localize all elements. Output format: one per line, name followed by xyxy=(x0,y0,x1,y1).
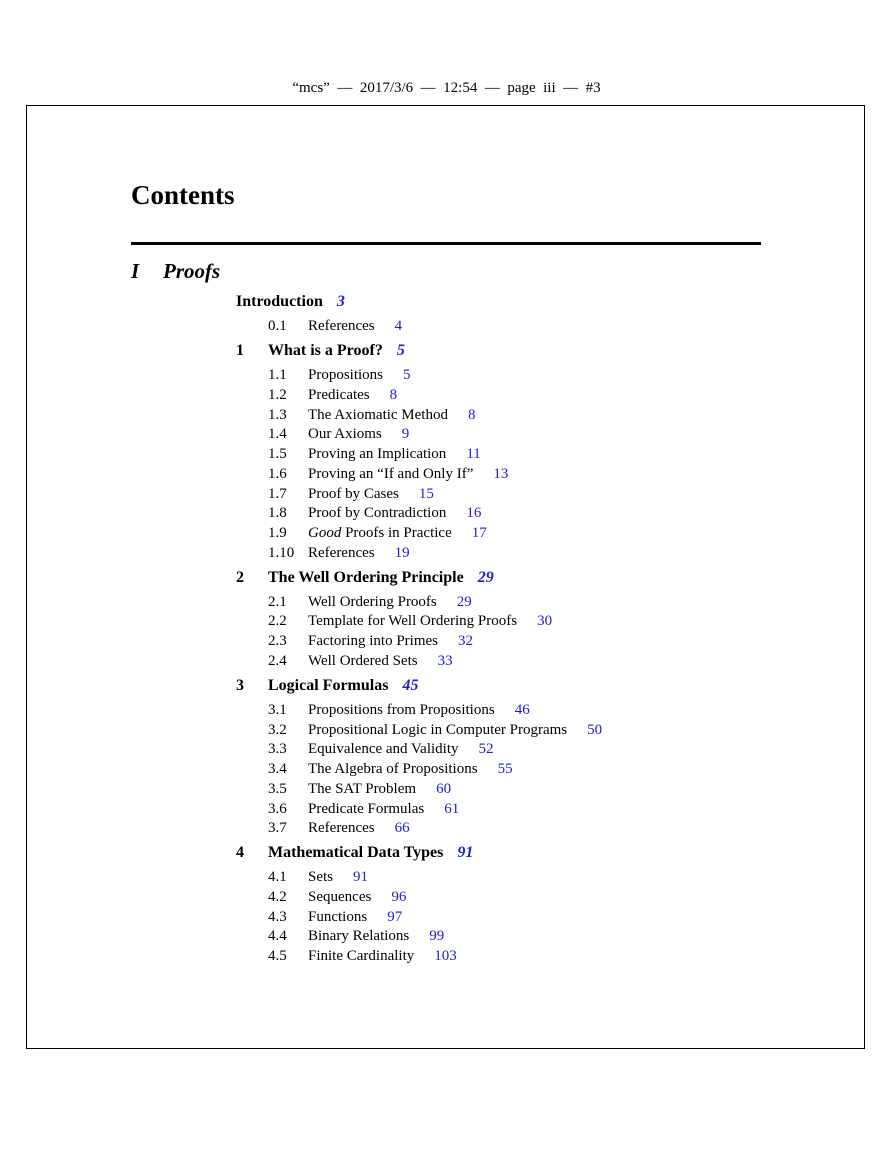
section-number: 1.2 xyxy=(268,387,287,403)
section-number: 2.3 xyxy=(268,633,287,649)
chapter-title: What is a Proof? xyxy=(268,342,383,359)
section-page-link[interactable]: 99 xyxy=(429,928,445,944)
section-number: 4.5 xyxy=(268,948,287,964)
title-rule xyxy=(131,242,761,245)
section-title: Our Axioms xyxy=(308,426,382,442)
section-title: Proving an “If and Only If” xyxy=(308,466,474,482)
part-number: I xyxy=(131,259,140,283)
section-title: Proof by Cases xyxy=(308,486,399,502)
section-page-link[interactable]: 96 xyxy=(391,889,407,905)
section-title: Proof by Contradiction xyxy=(308,505,447,521)
section-number: 1.3 xyxy=(268,407,287,423)
section-number: 1.8 xyxy=(268,505,287,521)
section-number: 4.3 xyxy=(268,909,287,925)
part-title: Proofs xyxy=(163,259,221,283)
section-title: The Axiomatic Method xyxy=(308,407,448,423)
section-number: 3.5 xyxy=(268,781,287,797)
section-title: Binary Relations xyxy=(308,928,410,944)
section-number: 1.9 xyxy=(268,525,287,541)
section-page-link[interactable]: 13 xyxy=(493,466,509,482)
section-page-link[interactable]: 29 xyxy=(456,594,472,610)
section-title: Proving an Implication xyxy=(308,446,447,462)
chapter-number: 2 xyxy=(236,569,244,586)
section-page-link[interactable]: 91 xyxy=(353,869,369,885)
section-number: 3.7 xyxy=(268,820,287,836)
section-title: Predicate Formulas xyxy=(308,801,425,817)
section-title: Template for Well Ordering Proofs xyxy=(308,613,518,629)
chapter-title: Introduction xyxy=(236,293,323,310)
running-header: “mcs” — 2017/3/6 — 12:54 — page iii — #3 xyxy=(292,80,601,96)
section-number: 1.6 xyxy=(268,466,287,482)
section-title: References xyxy=(308,545,375,561)
section-title: Sets xyxy=(308,869,334,885)
section-page-link[interactable]: 4 xyxy=(394,318,403,334)
section-page-link[interactable]: 11 xyxy=(466,446,481,462)
section-number: 3.4 xyxy=(268,761,287,777)
section-number: 2.4 xyxy=(268,653,287,669)
section-title: Equivalence and Validity xyxy=(308,741,459,757)
chapter-page-link[interactable]: 5 xyxy=(396,342,405,359)
section-title: Proofs in Practice xyxy=(341,525,452,541)
section-title: Propositions from Propositions xyxy=(308,702,495,718)
section-page-link[interactable]: 33 xyxy=(437,653,453,669)
page-title: Contents xyxy=(131,180,235,210)
chapter-title: The Well Ordering Principle xyxy=(268,569,464,586)
section-title: References xyxy=(308,318,375,334)
chapter-title: Logical Formulas xyxy=(268,677,389,694)
section-title-emphasis: Good xyxy=(308,525,342,541)
section-page-link[interactable]: 8 xyxy=(467,407,476,423)
section-page-link[interactable]: 60 xyxy=(436,781,452,797)
section-page-link[interactable]: 30 xyxy=(537,613,553,629)
section-number: 4.4 xyxy=(268,928,287,944)
chapter-page-link[interactable]: 29 xyxy=(477,569,494,586)
section-title: The Algebra of Propositions xyxy=(308,761,478,777)
section-number: 3.2 xyxy=(268,722,287,738)
section-page-link[interactable]: 19 xyxy=(394,545,410,561)
section-page-link[interactable]: 8 xyxy=(389,387,398,403)
chapter-page-link[interactable]: 45 xyxy=(402,677,419,694)
section-page-link[interactable]: 61 xyxy=(444,801,460,817)
chapter-number: 1 xyxy=(236,342,244,359)
section-number: 3.6 xyxy=(268,801,287,817)
section-page-link[interactable]: 5 xyxy=(403,367,411,383)
section-title: Predicates xyxy=(308,387,370,403)
section-number: 4.2 xyxy=(268,889,287,905)
section-title: Functions xyxy=(308,909,368,925)
section-page-link[interactable]: 17 xyxy=(471,525,487,541)
section-number: 2.1 xyxy=(268,594,287,610)
section-number: 0.1 xyxy=(268,318,287,334)
section-number: 3.3 xyxy=(268,741,287,757)
section-number: 3.1 xyxy=(268,702,287,718)
section-title: References xyxy=(308,820,375,836)
chapter-page-link[interactable]: 91 xyxy=(457,844,474,861)
section-page-link[interactable]: 15 xyxy=(418,486,434,502)
section-number: 4.1 xyxy=(268,869,287,885)
section-page-link[interactable]: 32 xyxy=(458,633,473,649)
section-title: Factoring into Primes xyxy=(308,633,438,649)
section-page-link[interactable]: 55 xyxy=(497,761,513,777)
section-title: Well Ordered Sets xyxy=(308,653,418,669)
section-title: Well Ordering Proofs xyxy=(308,594,437,610)
section-page-link[interactable]: 9 xyxy=(401,426,410,442)
section-page-link[interactable]: 66 xyxy=(394,820,410,836)
section-title: Sequences xyxy=(308,889,372,905)
section-title: Propositional Logic in Computer Programs xyxy=(308,722,568,738)
section-title: Finite Cardinality xyxy=(308,948,415,964)
section-page-link[interactable]: 16 xyxy=(466,505,482,521)
chapter-number: 3 xyxy=(236,677,244,694)
section-page-link[interactable]: 97 xyxy=(387,909,403,925)
section-page-link[interactable]: 52 xyxy=(478,741,494,757)
section-number: 1.4 xyxy=(268,426,287,442)
section-number: 1.7 xyxy=(268,486,287,502)
section-page-link[interactable]: 50 xyxy=(587,722,603,738)
section-number: 2.2 xyxy=(268,613,287,629)
section-number: 1.1 xyxy=(268,367,287,383)
chapter-page-link[interactable]: 3 xyxy=(336,293,345,310)
chapter-number: 4 xyxy=(236,844,244,861)
section-number: 1.10 xyxy=(268,545,295,561)
section-page-link[interactable]: 46 xyxy=(514,702,530,718)
chapter-title: Mathematical Data Types xyxy=(268,844,444,861)
section-page-link[interactable]: 103 xyxy=(434,948,457,964)
section-title: The SAT Problem xyxy=(308,781,417,797)
section-number: 1.5 xyxy=(268,446,287,462)
section-title: Propositions xyxy=(308,367,384,383)
